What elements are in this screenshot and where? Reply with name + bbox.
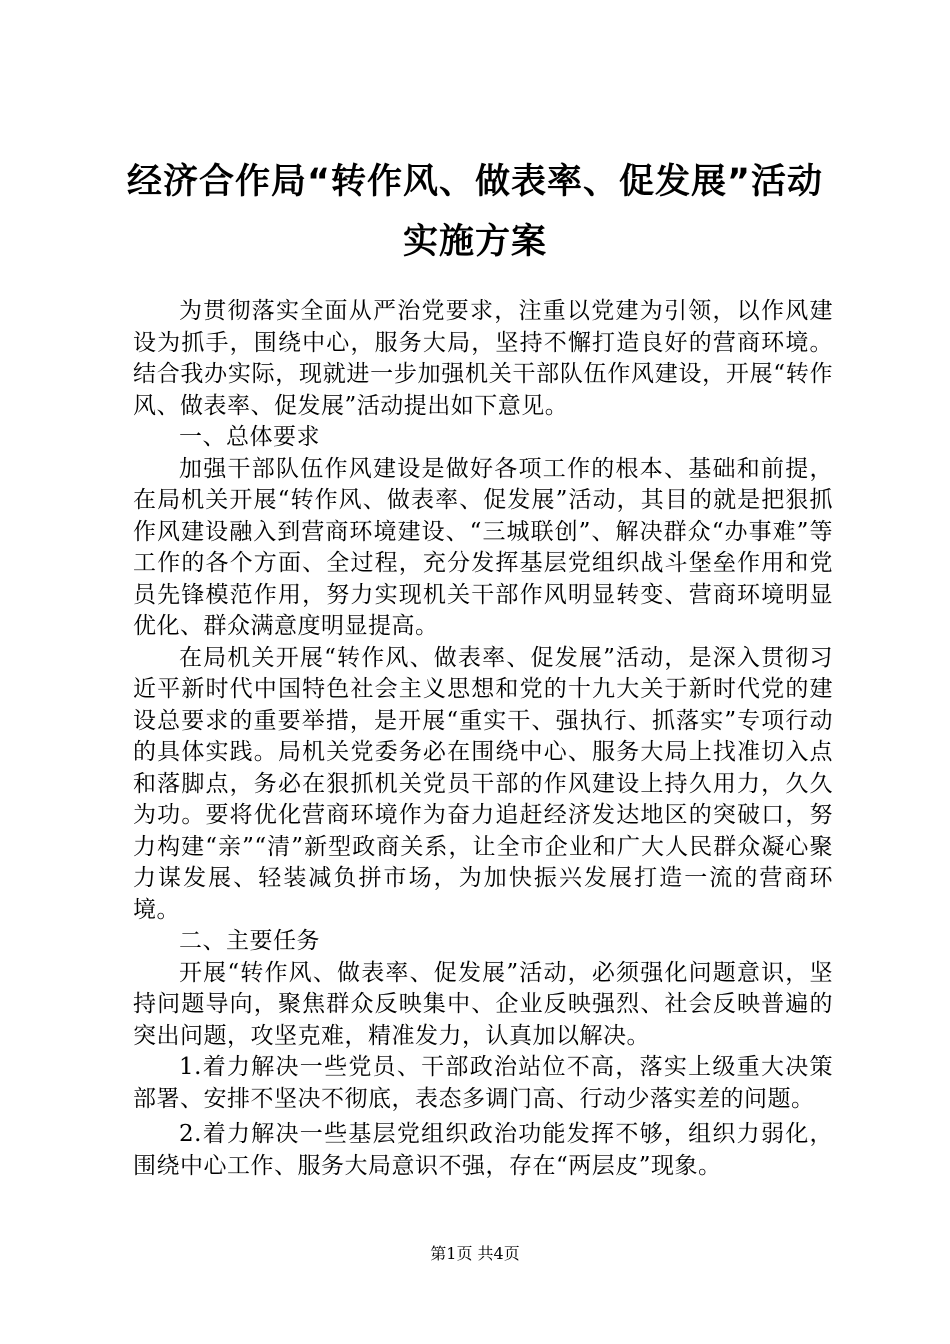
document-title-line-2: 实施方案 bbox=[402, 222, 547, 262]
section-heading-general-requirements: 一、总体要求 bbox=[179, 424, 320, 450]
intro-paragraph: 为贯彻落实全面从严治党要求，注重以党建为引领，以作风建设为抓手，围绕中心，服务大局，坚持不懈打造良好的营商环境。结合我办实际，现就进一步加强机关干部队伍作风建设，开展“转作风、做表率、促发展”活动提出如下意见。 bbox=[133, 298, 833, 419]
section-heading-main-tasks: 二、主要任务 bbox=[179, 928, 320, 954]
section2-paragraph-1: 开展“转作风、做表率、促发展”活动，必须强化问题意识，坚持问题导向，聚焦群众反映集中、企业反映强烈、社会反映普遍的突出问题，攻坚克难，精准发力，认真加以解决。 bbox=[133, 959, 833, 1049]
task-item-2: 2.着力解决一些基层党组织政治功能发挥不够，组织力弱化，围绕中心工作、服务大局意识不强，存在“两层皮”现象。 bbox=[133, 1121, 833, 1179]
section1-paragraph-2: 在局机关开展“转作风、做表率、促发展”活动，是深入贯彻习近平新时代中国特色社会主义思想和党的十九大关于新时代党的建设总要求的重要举措，是开展“重实干、强执行、抓落实”专项行动的具体实践。局机关党委务必在围绕中心、服务大局上找准切入点和落脚点，务必在狠抓机关党员干部的作风建设上持久用力，久久为功。要将优化营商环境作为奋力追赶经济发达地区的突破口，努力构建“亲”“清”新型政商关系，让全市企业和广大人民群众凝心聚力谋发展、轻装减负拼市场，为加快振兴发展打造一流的营商环境。 bbox=[133, 644, 833, 923]
document-body bbox=[133, 296, 833, 1182]
page-footer: 第1页 共4页 bbox=[430, 1244, 520, 1263]
document-title-line-1: 经济合作局“转作风、做表率、促发展”活动 bbox=[126, 162, 823, 202]
task-item-1: 1.着力解决一些党员、干部政治站位不高，落实上级重大决策部署、安排不坚决不彻底，表态多调门高、行动少落实差的问题。 bbox=[133, 1054, 833, 1112]
section1-paragraph-1: 加强干部队伍作风建设是做好各项工作的根本、基础和前提，在局机关开展“转作风、做表率、促发展”活动，其目的就是把狠抓作风建设融入到营商环境建设、“三城联创”、解决群众“办事难”等工作的各个方面、全过程，充分发挥基层党组织战斗堡垒作用和党员先锋模范作用，努力实现机关干部作风明显转变、营商环境明显优化、群众满意度明显提高。 bbox=[133, 455, 833, 639]
